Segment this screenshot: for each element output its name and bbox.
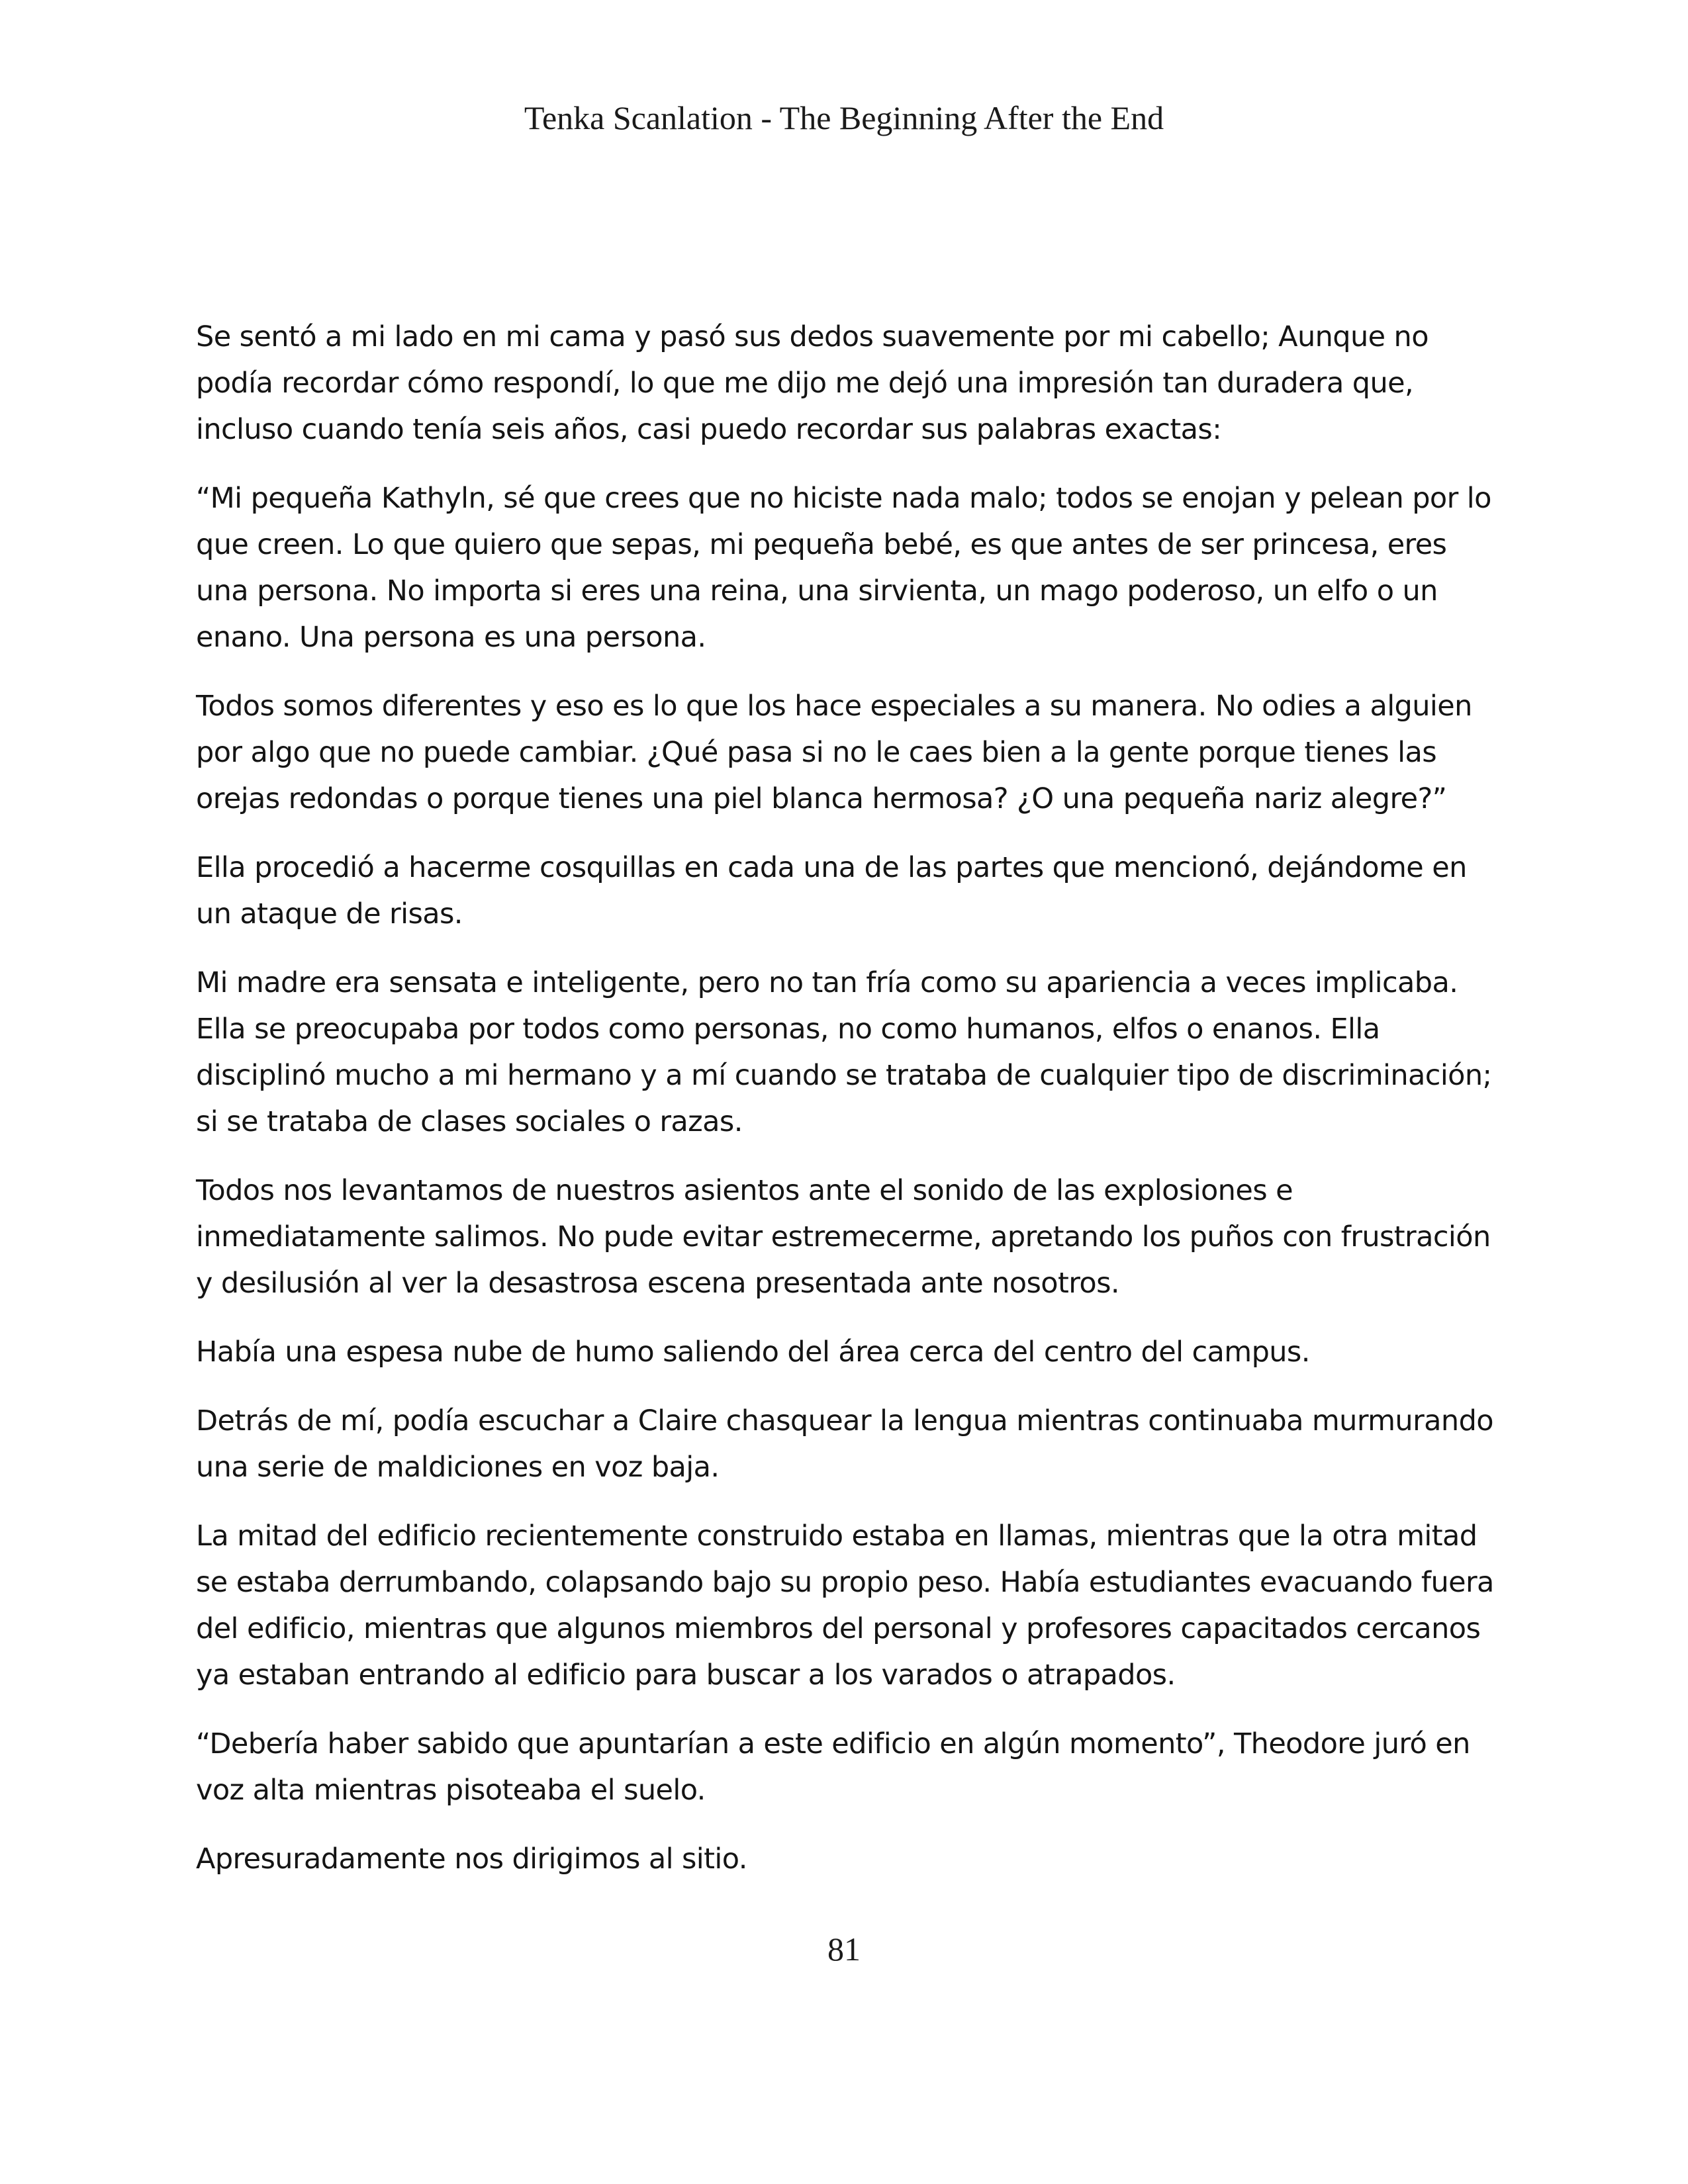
paragraph: Todos somos diferentes y eso es lo que los hace especiales a su manera. No odies a alguien por algo que no puede cambiar. ¿Qué pasa si no le caes bien a la gente porque tienes las orejas redondas o porque tienes una piel blanca hermosa? ¿O una pequeña nariz alegre?” <box>196 690 1472 815</box>
document-body <box>196 314 1507 1905</box>
page-header-title: Tenka Scanlation - The Beginning After the End <box>524 99 1164 136</box>
page-number: 81 <box>827 1931 861 1968</box>
paragraph: Mi madre era sensata e inteligente, pero no tan fría como su apariencia a veces implicaba. Ella se preocupaba por todos como personas, no como humanos, elfos o enanos. Ella disciplinó mucho a mi hermano y a mí cuando se trataba de cualquier tipo de discriminación; si se trataba de clases sociales o razas. <box>196 966 1492 1138</box>
paragraph: La mitad del edificio recientemente construido estaba en llamas, mientras que la otra mitad se estaba derrumbando, colapsando bajo su propio peso. Había estudiantes evacuando fuera del edificio, mientras que algunos miembros del personal y profesores capacitados cercanos ya estaban entrando al edificio para buscar a los varados o atrapados. <box>196 1520 1494 1692</box>
paragraph: “Debería haber sabido que apuntarían a este edificio en algún momento”, Theodore juró en voz alta mientras pisoteaba el suelo. <box>196 1727 1470 1807</box>
paragraph: Se sentó a mi lado en mi cama y pasó sus dedos suavemente por mi cabello; Aunque no podía recordar cómo respondí, lo que me dijo me dejó una impresión tan duradera que, incluso cuando tenía seis años, casi puedo recordar sus palabras exactas: <box>196 320 1429 446</box>
paragraph: Detrás de mí, podía escuchar a Claire chasquear la lengua mientras continuaba murmurando una serie de maldiciones en voz baja. <box>196 1404 1493 1484</box>
paragraph: Ella procedió a hacerme cosquillas en cada una de las partes que mencionó, dejándome en un ataque de risas. <box>196 851 1467 931</box>
paragraph: “Mi pequeña Kathyln, sé que crees que no hiciste nada malo; todos se enojan y pelean por lo que creen. Lo que quiero que sepas, mi pequeña bebé, es que antes de ser princesa, eres una persona. No importa si eres una reina, una sirvienta, un mago poderoso, un elfo o un enano. Una persona es una persona. <box>196 482 1491 654</box>
paragraph: Todos nos levantamos de nuestros asientos ante el sonido de las explosiones e inmediatamente salimos. No pude evitar estremecerme, apretando los puños con frustración y desilusión al ver la desastrosa escena presentada ante nosotros. <box>196 1174 1491 1300</box>
paragraph: Apresuradamente nos dirigimos al sitio. <box>196 1843 747 1876</box>
paragraph: Había una espesa nube de humo saliendo del área cerca del centro del campus. <box>196 1336 1310 1369</box>
